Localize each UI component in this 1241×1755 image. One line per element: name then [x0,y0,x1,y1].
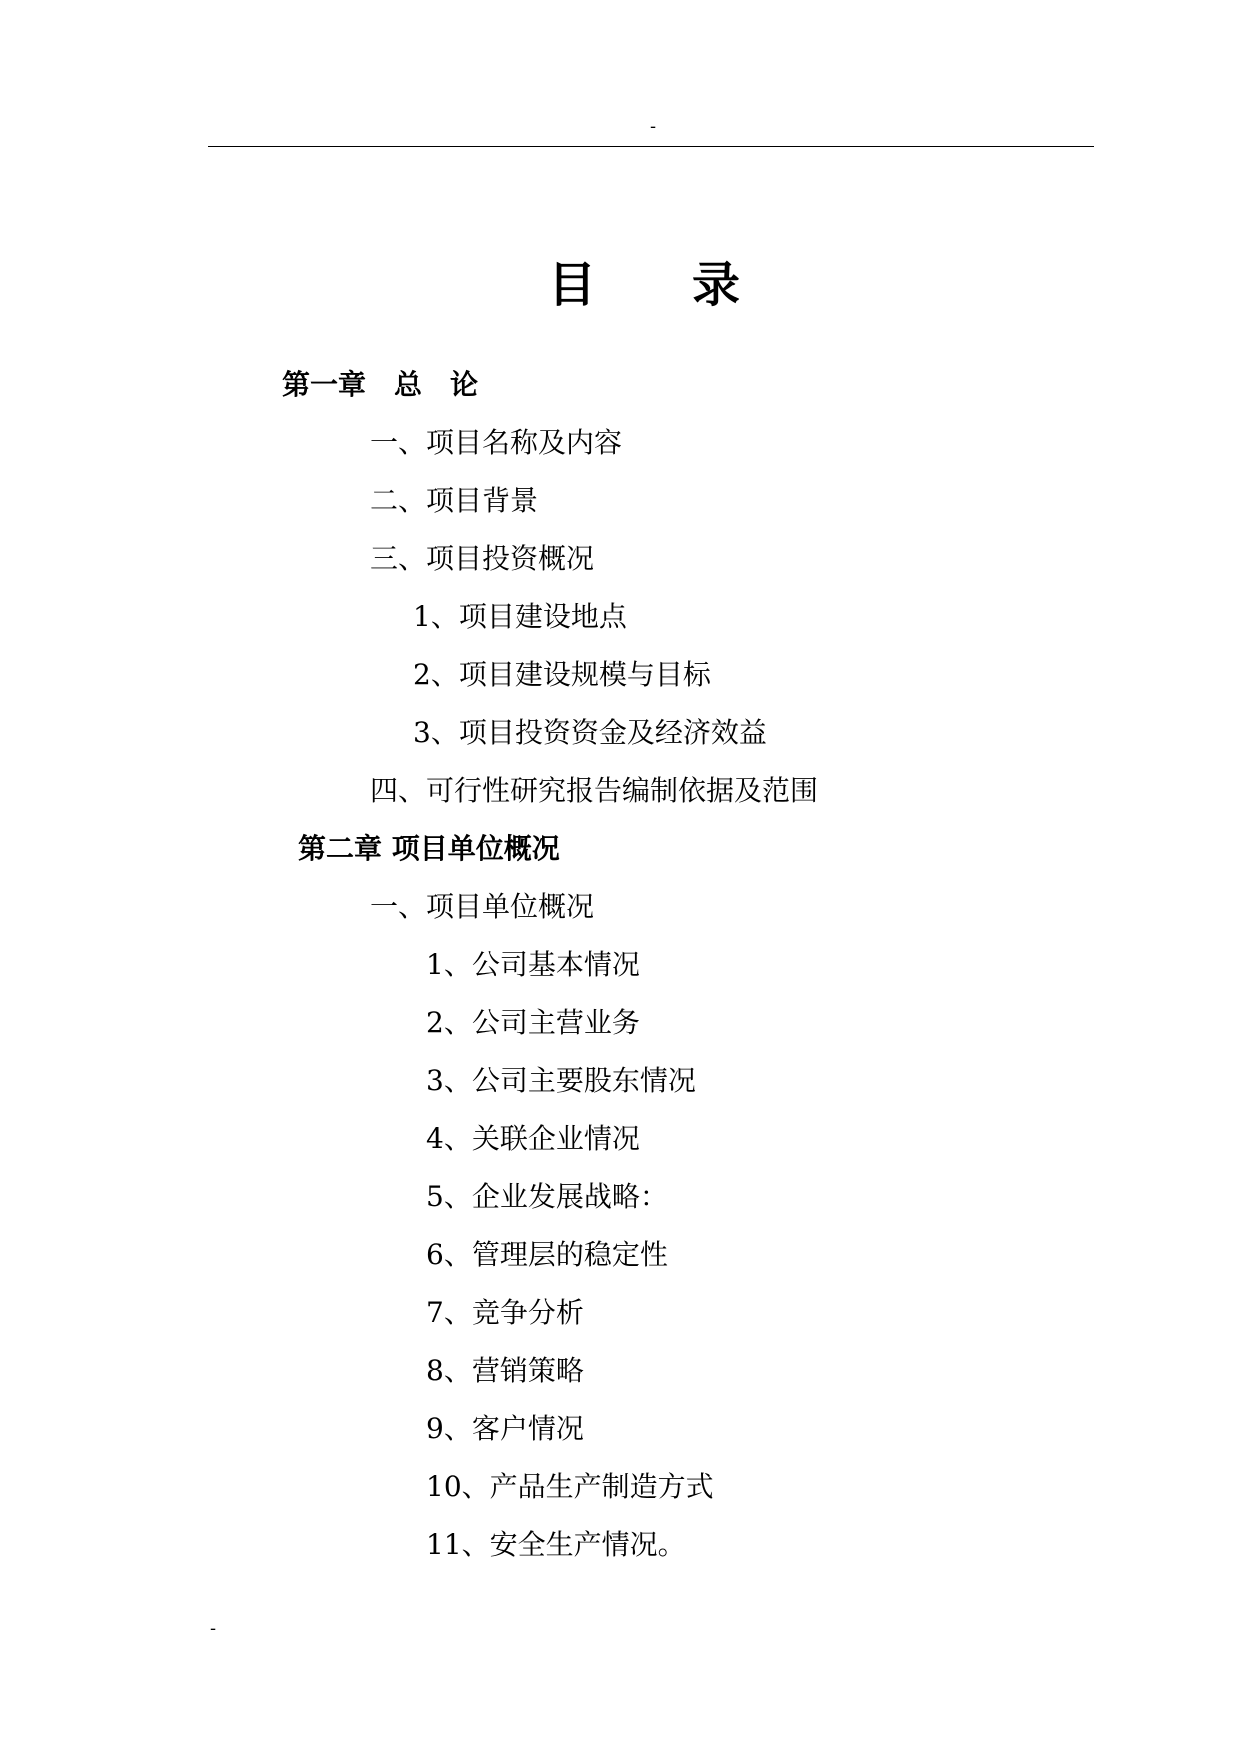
toc-title-char-1: 目 [548,257,597,313]
toc-item: 2、项目建设规模与目标 [413,658,711,691]
toc-item: 1、公司基本情况 [426,948,640,981]
toc-item: 9、客户情况 [426,1412,584,1445]
toc-chapter-2: 第二章 项目单位概况 [298,832,560,865]
toc-section: 三、项目投资概况 [370,542,595,575]
header-rule [208,146,1094,147]
page-header-mark: - [650,116,657,137]
page-footer-mark: - [210,1618,217,1639]
toc-item: 10、产品生产制造方式 [426,1470,714,1503]
toc-item: 3、项目投资资金及经济效益 [413,716,767,749]
toc-section: 四、可行性研究报告编制依据及范围 [370,774,819,807]
toc-title-char-2: 录 [692,257,741,313]
toc-item: 6、管理层的稳定性 [426,1238,668,1271]
toc-item: 8、营销策略 [426,1354,584,1387]
toc-section: 一、项目单位概况 [370,890,595,923]
toc-item: 3、公司主要股东情况 [426,1064,696,1097]
toc-item: 5、企业发展战略： [426,1180,668,1213]
toc-section: 二、项目背景 [370,484,539,517]
toc-item: 11、安全生产情况。 [426,1528,686,1561]
toc-item: 2、公司主营业务 [426,1006,640,1039]
toc-title [548,255,740,315]
toc-item: 4、关联企业情况 [426,1122,640,1155]
toc-item: 1、项目建设地点 [413,600,627,633]
toc-item: 7、竞争分析 [426,1296,584,1329]
toc-chapter-1: 第一章 总 论 [282,368,479,401]
toc-section: 一、项目名称及内容 [370,426,623,459]
